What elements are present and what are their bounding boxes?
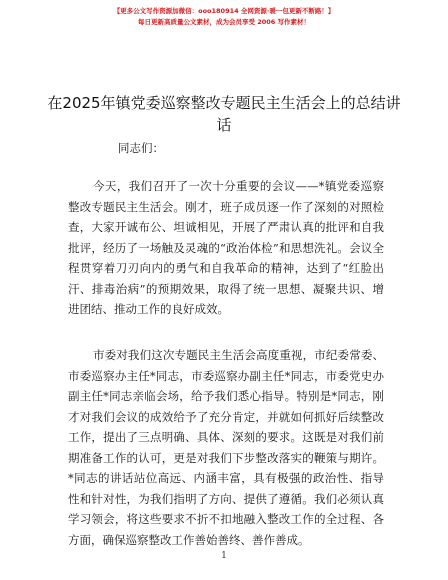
greeting: 同志们：: [118, 141, 164, 155]
promo-banner-line-2: 每日更新高质量公文素材，成为会员享受 2006 写作素材！: [137, 18, 311, 26]
paragraph-2: 市委对我们这次专题民主生活会高度重视，市纪委常委、市委巡察办主任*同志，市委巡察办副主任*同志，市委党史办副主任*同志亲临会场，给予我们悉心指导。特别是*同志，刚才对我们会议的成效给予了充分肯定，并就如何抓好后续整改工作，提出了三点明确、具体、深刻的要求。这既是对我们前期准备工作的认可，更是对我们下步整改落实的鞭策与期许。*同志的讲话站位高远、内涵丰富，具有极强的政治性、指导性和针对性，为我们指明了方向、提供了遵循。我们必须认真学习领会，将这些要求不折不扣地融入整改工作的全过程、各方面，确保巡察整改工作善始善终、善作善成。: [68, 348, 384, 547]
document-title: 在2025年镇党委巡察整改专题民主生活会上的总结讲话: [47, 94, 401, 134]
promo-banner-line-1: 【更多公文写作资源加微信：ooo180914 全网资源·暖一包更新不断路！】: [113, 7, 335, 15]
paragraph-1: 今天，我们召开了一次十分重要的会议——*镇党委巡察整改专题民主生活会。刚才，班子成员逐一作了深刻的对照检查，大家开诚布公、坦诚相见，开展了严肃认真的批评和自我批评，经历了一场触及灵魂的“政治体检”和思想洗礼。会议全程贯穿着刀刃向内的勇气和自我革命的精神，达到了“红脸出汗、排毒治病”的预期效果，取得了统一思想、凝聚共识、增进团结、推动工作的良好成效。: [68, 179, 384, 316]
page-number: 1: [221, 551, 227, 561]
promo-banner: [0, 6, 448, 28]
